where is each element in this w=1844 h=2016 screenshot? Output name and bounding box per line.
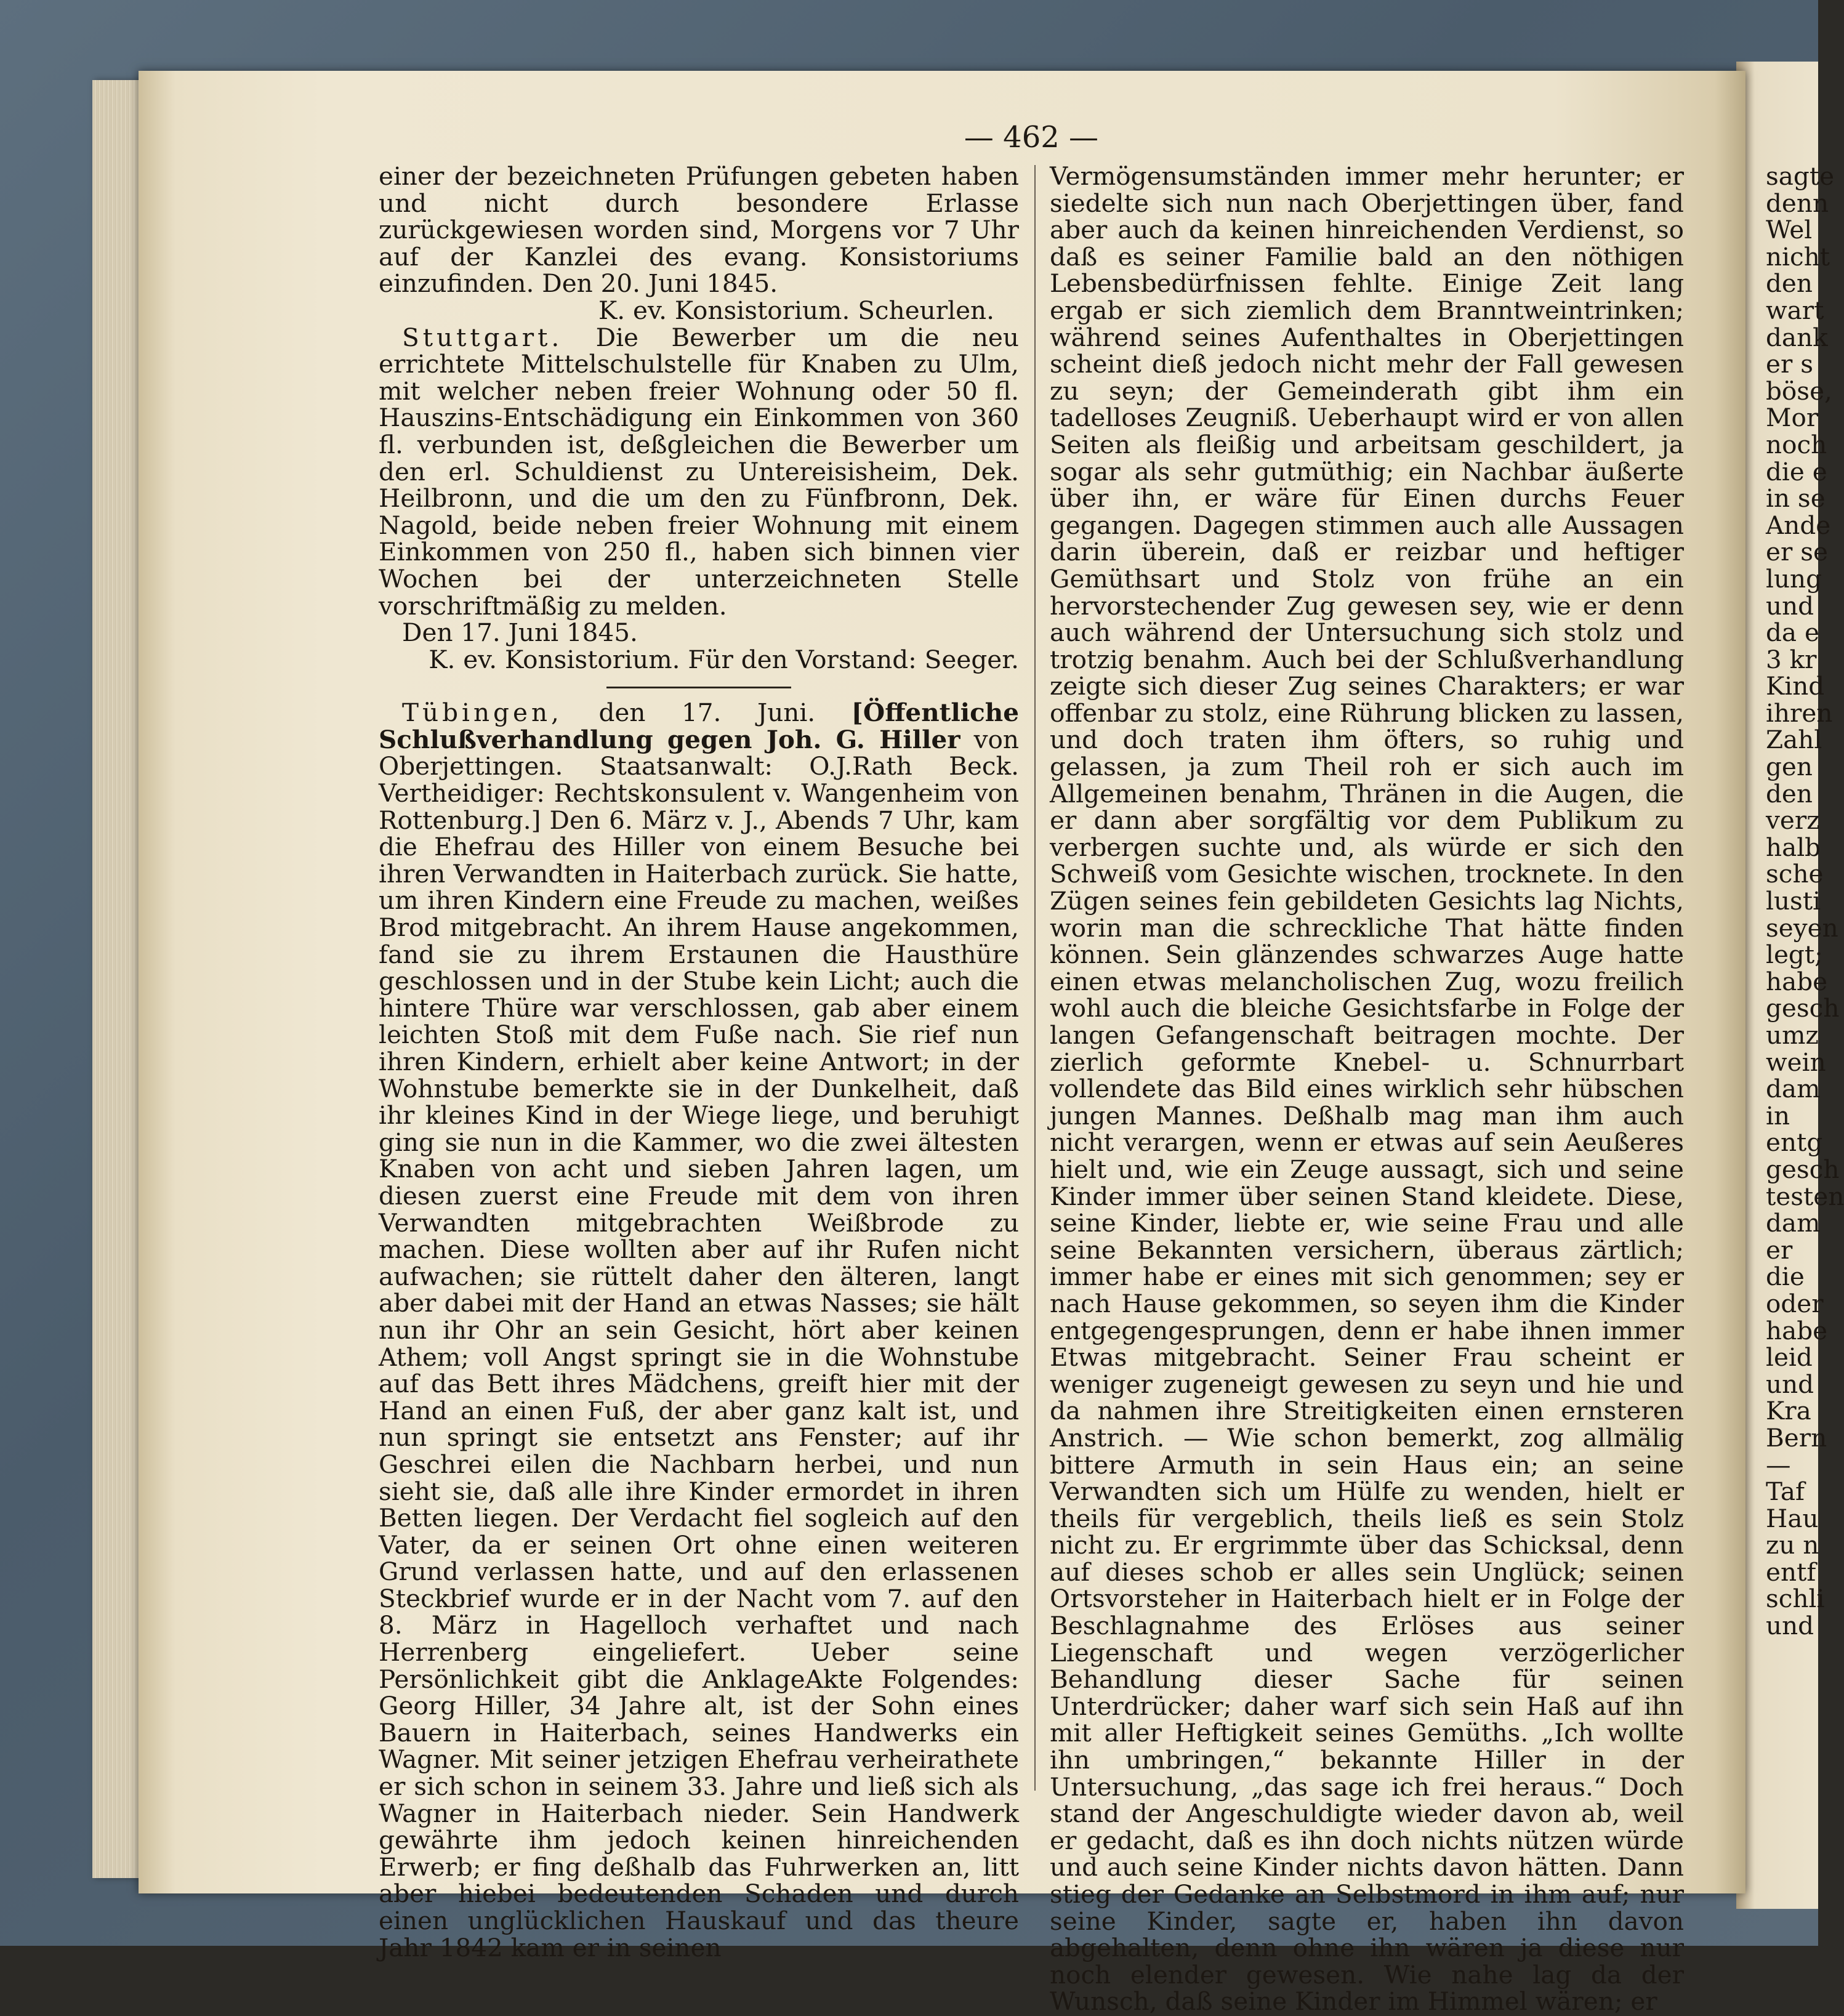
facing-page-fragment: ihren bbox=[1766, 698, 1833, 728]
facing-page-fragment: Hau bbox=[1766, 1503, 1819, 1533]
section-rule bbox=[606, 687, 791, 688]
facing-page-fragment: dam bbox=[1766, 1208, 1821, 1238]
facing-page-fragment: da e bbox=[1766, 618, 1819, 648]
article-heading: [Öffentliche Schlußverhandlung gegen Joh. G. Hiller bbox=[379, 698, 1019, 754]
facing-page-fragment: er bbox=[1766, 1235, 1793, 1265]
article bbox=[379, 700, 1019, 1961]
facing-page-fragment: testen bbox=[1766, 1181, 1844, 1211]
facing-page-fragment: halb bbox=[1766, 832, 1821, 862]
facing-page-fragment: leid bbox=[1766, 1342, 1813, 1373]
facing-page-fragment: entf bbox=[1766, 1557, 1816, 1587]
facing-page-fragment: habe bbox=[1766, 1315, 1828, 1345]
column-divider bbox=[1034, 165, 1036, 1791]
article-body: von Oberjettingen. Staatsanwalt: O.J.Rath Beck. Vertheidiger: Rechtskonsulent v. Wangenheim von Rottenburg.] Den 6. März v. J., Abends 7 Uhr, kam die Ehefrau des Hiller von einem Besuche bei ihren Verwandten in Haiterbach zurück. Sie hatte, um ihren Kindern eine Freude zu machen, weißes Brod mitgebracht. An ihrem Hause angekommen, fand sie zu ihrem Erstaunen die Hausthüre geschlossen und in der Stube kein Licht; auch die hintere Thüre war verschlossen, gab aber einem leichten Stoß mit dem Fuße nach. Sie rief nun ihren Kindern, erhielt aber keine Antwort; in der Wohnstube bemerkte sie in der Dunkelheit, daß ihr kleines Kind in der Wiege liege, und beruhigt ging sie nun in die Kammer, wo die zwei ältesten Knaben von acht und sieben Jahren lagen, um diesen zuerst eine Freude mit dem von ihren Verwandten mitgebrachten Weißbrode zu machen. Diese wollten aber auf ihr Rufen nicht aufwachen; sie rüttelt daher den älteren, langt aber dabei mit der Hand an etwas Nasses; sie hält nun ihr Ohr an sein Gesicht, hört aber keinen Athem; voll Angst springt sie in die Wohnstube auf das Bett ihres Mädchens, greift hier mit der Hand an einen Fuß, der aber ganz kalt ist, und nun springt sie entsetzt ans Fenster; auf ihr Geschrei eilen die Nachbarn herbei, und nun sieht sie, daß alle ihre Kinder ermordet in ihren Betten liegen. Der Verdacht fiel sogleich auf den Vater, da er seinen Ort ohne einen weiteren Grund verlassen hatte, und auf den erlassenen Steckbrief wurde er in der Nacht vom 7. auf den 8. März in Hagelloch verhaftet und nach Herrenberg eingeliefert. Ueber seine Persönlichkeit gibt die AnklageAkte Folgendes: Georg Hiller, 34 Jahre alt, ist der Sohn eines Bauern in Haiterbach, seines Handwerks ein Wagner. Mit seiner jetzigen Ehefrau verheirathete er sich schon in seinem 33. Jahre und ließ sich als Wagner in Haiterbach nieder. Sein Handwerk gewährte ihm jedoch keinen hinreichenden Erwerb; er fing deßhalb das Fuhrwerken an, litt aber hiebei bedeutenden Schaden und durch einen unglücklichen Hauskauf und das theure Jahr 1842 kam er in seinen bbox=[379, 724, 1019, 1962]
facing-page-fragment: den bbox=[1766, 268, 1813, 299]
facing-page-fragment: die e bbox=[1766, 456, 1827, 486]
facing-page-fragment: und bbox=[1766, 1611, 1814, 1641]
facing-page-fragment: 3 kr bbox=[1766, 644, 1817, 674]
facing-page-fragment: böse, bbox=[1766, 376, 1832, 406]
facing-page-fragment: in bbox=[1766, 1100, 1790, 1131]
left-column bbox=[379, 163, 1019, 1961]
facing-page-text bbox=[1766, 161, 1844, 1641]
facing-page-fragment: gesch bbox=[1766, 993, 1840, 1023]
facing-page-fragment: Taf bbox=[1766, 1477, 1805, 1507]
facing-page-fragment: wart bbox=[1766, 295, 1824, 325]
place-name: Stuttgart. bbox=[402, 322, 563, 352]
date-line: Den 17. Juni 1845. bbox=[402, 618, 638, 648]
facing-page-fragment: nicht bbox=[1766, 241, 1830, 272]
facing-page-fragment: in se bbox=[1766, 483, 1826, 514]
facing-page-fragment: sche bbox=[1766, 859, 1824, 889]
facing-page-fragment: schli bbox=[1766, 1584, 1825, 1614]
facing-page-fragment: dank bbox=[1766, 322, 1828, 352]
article-continuation: Vermögensumständen immer mehr herunter; er siedelte sich nun nach Oberjettingen über, fand aber auch da keinen hinreichenden Verdienst, so daß es seiner Familie bald an den nöthigen Lebensbedürfnissen fehlte. Einige Zeit lang ergab er sich ziemlich dem Branntweintrinken; während seines Aufenthaltes in Oberjettingen scheint dieß jedoch nicht mehr der Fall gewesen zu seyn; der Gemeinderath gibt ihm ein tadelloses Zeugniß. Ueberhaupt wird er von allen Seiten als fleißig und arbeitsam geschildert, ja sogar als sehr gutmüthig; ein Nachbar äußerte über ihn, er wäre für Einen durchs Feuer gegangen. Dagegen stimmen auch alle Aussagen darin überein, daß er reizbar und heftiger Gemüthsart und Stolz von frühe an ein hervorstechender Zug gewesen sey, wie er denn auch während der Untersuchung sich stolz und trotzig benahm. Auch bei der Schlußverhandlung zeigte sich dieser Zug seines Charakters; er war offenbar zu stolz, eine Rührung blicken zu lassen, und doch traten ihm öfters, so ruhig und gelassen, ja zum Theil roh er sich auch im Allgemeinen benahm, Thränen in die Augen, die er dann aber sorgfältig vor dem Publikum zu verbergen suchte und, als würde er sich den Schweiß vom Gesichte wischen, trocknete. In den Zügen seines fein gebildeten Gesichts lag Nichts, worin man die schreckliche That hätte finden können. Sein glänzendes schwarzes Auge hatte einen etwas melancholischen Zug, wozu freilich wohl auch die bleiche Gesichtsfarbe in Folge der langen Gefangenschaft beitragen mochte. Der zierlich geformte Knebel- u. Schnurrbart vollendete das Bild eines wirklich sehr hübschen jungen Mannes. Deßhalb mag man ihm auch nicht verargen, wenn er etwas auf sein Aeußeres hielt und, wie ein Zeuge aussagt, sich und seine Kinder immer über seinen Stand kleidete. Diese, seine Kinder, liebte er, wie seine Frau und alle seine Bekannten versichern, überaus zärtlich; immer habe er eines mit sich genommen; sey er nach Hause gekommen, so seyen ihm die Kinder entgegengesprungen, denn er habe ihnen immer Etwas mitgebracht. Seiner Frau scheint er weniger zugeneigt gewesen zu seyn und hie und da nahmen ihre Streitigkeiten einen ernsteren Anstrich. — Wie schon bemerkt, zog allmälig bittere Armuth in sein Haus ein; an seine Verwandten sich um Hülfe zu wenden, hielt er theils für vergeblich, theils ließ es sein Stolz nicht zu. Er ergrimmte über das Schicksal, denn auf dieses schob er alles sein Unglück; seinen Ortsvorsteher in Haiterbach hielt er in Folge der Beschlagnahme des Erlöses aus seiner Liegenschaft und wegen verzögerlicher Behandlung dieser Sache für seinen Unterdrücker; daher warf sich sein Haß auf ihn mit aller Heftigkeit seines Gemüths. „Ich wollte ihn umbringen,“ bekannte Hiller in der Untersuchung, „das sage ich frei heraus.“ Doch stand der Angeschuldigte wieder davon ab, weil er gedacht, daß es ihn doch nichts nützen würde und auch seine Kinder nichts davon hätten. Dann stieg der Gedanke an Selbstmord in ihm auf; nur seine Kinder, sagte er, haben ihn davon abgehalten, denn ohne ihn wären ja diese nur noch elender gewesen. Wie nahe lag da der Wunsch, daß seine Kinder im Himmel wären; er bbox=[1050, 161, 1684, 2016]
facing-page-fragment: umz bbox=[1766, 1020, 1819, 1050]
facing-page-fragment: oder bbox=[1766, 1288, 1824, 1318]
paragraph: Stuttgart. Die Bewerber um die neu errichtete Mittelschulstelle für Knaben zu Ulm, mit welcher neben freier Wohnung oder 50 fl. Hauszins-Entschädigung ein Einkommen von 360 fl. verbunden ist, deßgleichen die Bewerber um den erl. Schuldienst zu Untereisisheim, Dek. Heilbronn, und die um den zu Fünfbronn, Dek. Nagold, beide neben freier Wohnung mit einem Einkommen von 250 fl., haben sich binnen vier Wochen bei der unterzeichneten Stelle vorschriftmäßig zu melden. bbox=[379, 322, 1019, 621]
facing-page-fragment: entg bbox=[1766, 1127, 1823, 1158]
facing-page-fragment: denn bbox=[1766, 188, 1829, 218]
facing-page-fragment: er se bbox=[1766, 537, 1828, 567]
facing-page-fragment: lusti bbox=[1766, 886, 1821, 916]
article-date: den 17. Juni. bbox=[562, 698, 852, 728]
facing-page-fragment: die bbox=[1766, 1262, 1805, 1292]
facing-page-fragment: zu n bbox=[1766, 1530, 1819, 1560]
facing-page-fragment: gen bbox=[1766, 752, 1813, 782]
facing-page-fragment: und bbox=[1766, 591, 1814, 621]
facing-page-fragment: noch bbox=[1766, 429, 1827, 459]
facing-page-fragment: er s bbox=[1766, 349, 1813, 379]
facing-page-fragment: wein bbox=[1766, 1047, 1826, 1077]
facing-page-fragment: Wel bbox=[1766, 215, 1813, 245]
facing-page-fragment: — bbox=[1766, 1450, 1791, 1480]
facing-page-fragment: den bbox=[1766, 778, 1813, 808]
facing-page-fragment: habe bbox=[1766, 966, 1828, 996]
facing-page-fragment: Zahl bbox=[1766, 725, 1822, 755]
facing-page-fragment: Mor bbox=[1766, 403, 1819, 433]
facing-page-fragment: legt; bbox=[1766, 940, 1823, 970]
facing-page-fragment: Kind bbox=[1766, 671, 1825, 701]
facing-page-fragment: sagte bbox=[1766, 161, 1835, 191]
facing-page-fragment: Bern bbox=[1766, 1422, 1827, 1453]
facing-page-fragment: gesch bbox=[1766, 1154, 1840, 1184]
signature: K. ev. Konsistorium. Scheurlen. bbox=[598, 295, 994, 325]
right-column bbox=[1050, 163, 1684, 2015]
facing-page-fragment: und bbox=[1766, 1369, 1814, 1399]
facing-page-fragment: seyen bbox=[1766, 913, 1838, 943]
facing-page-fragment: Kra bbox=[1766, 1396, 1811, 1426]
facing-page-fragment: verz bbox=[1766, 805, 1820, 836]
page-number: — 462 — bbox=[964, 120, 1099, 155]
facing-page-fragment: lung bbox=[1766, 563, 1822, 594]
signature: K. ev. Konsistorium. Für den Vorstand: Seeger. bbox=[429, 644, 1019, 674]
facing-page-fragment: Ande bbox=[1766, 510, 1831, 540]
paragraph: einer der bezeichneten Prüfungen gebeten haben und nicht durch besondere Erlasse zurückgewiesen worden sind, Morgens vor 7 Uhr auf der Kanzlei des evang. Konsistoriums einzufinden. Den 20. Juni 1845. bbox=[379, 161, 1019, 299]
place-name: Tübingen, bbox=[402, 698, 563, 728]
facing-page-fragment: dam bbox=[1766, 1074, 1821, 1104]
